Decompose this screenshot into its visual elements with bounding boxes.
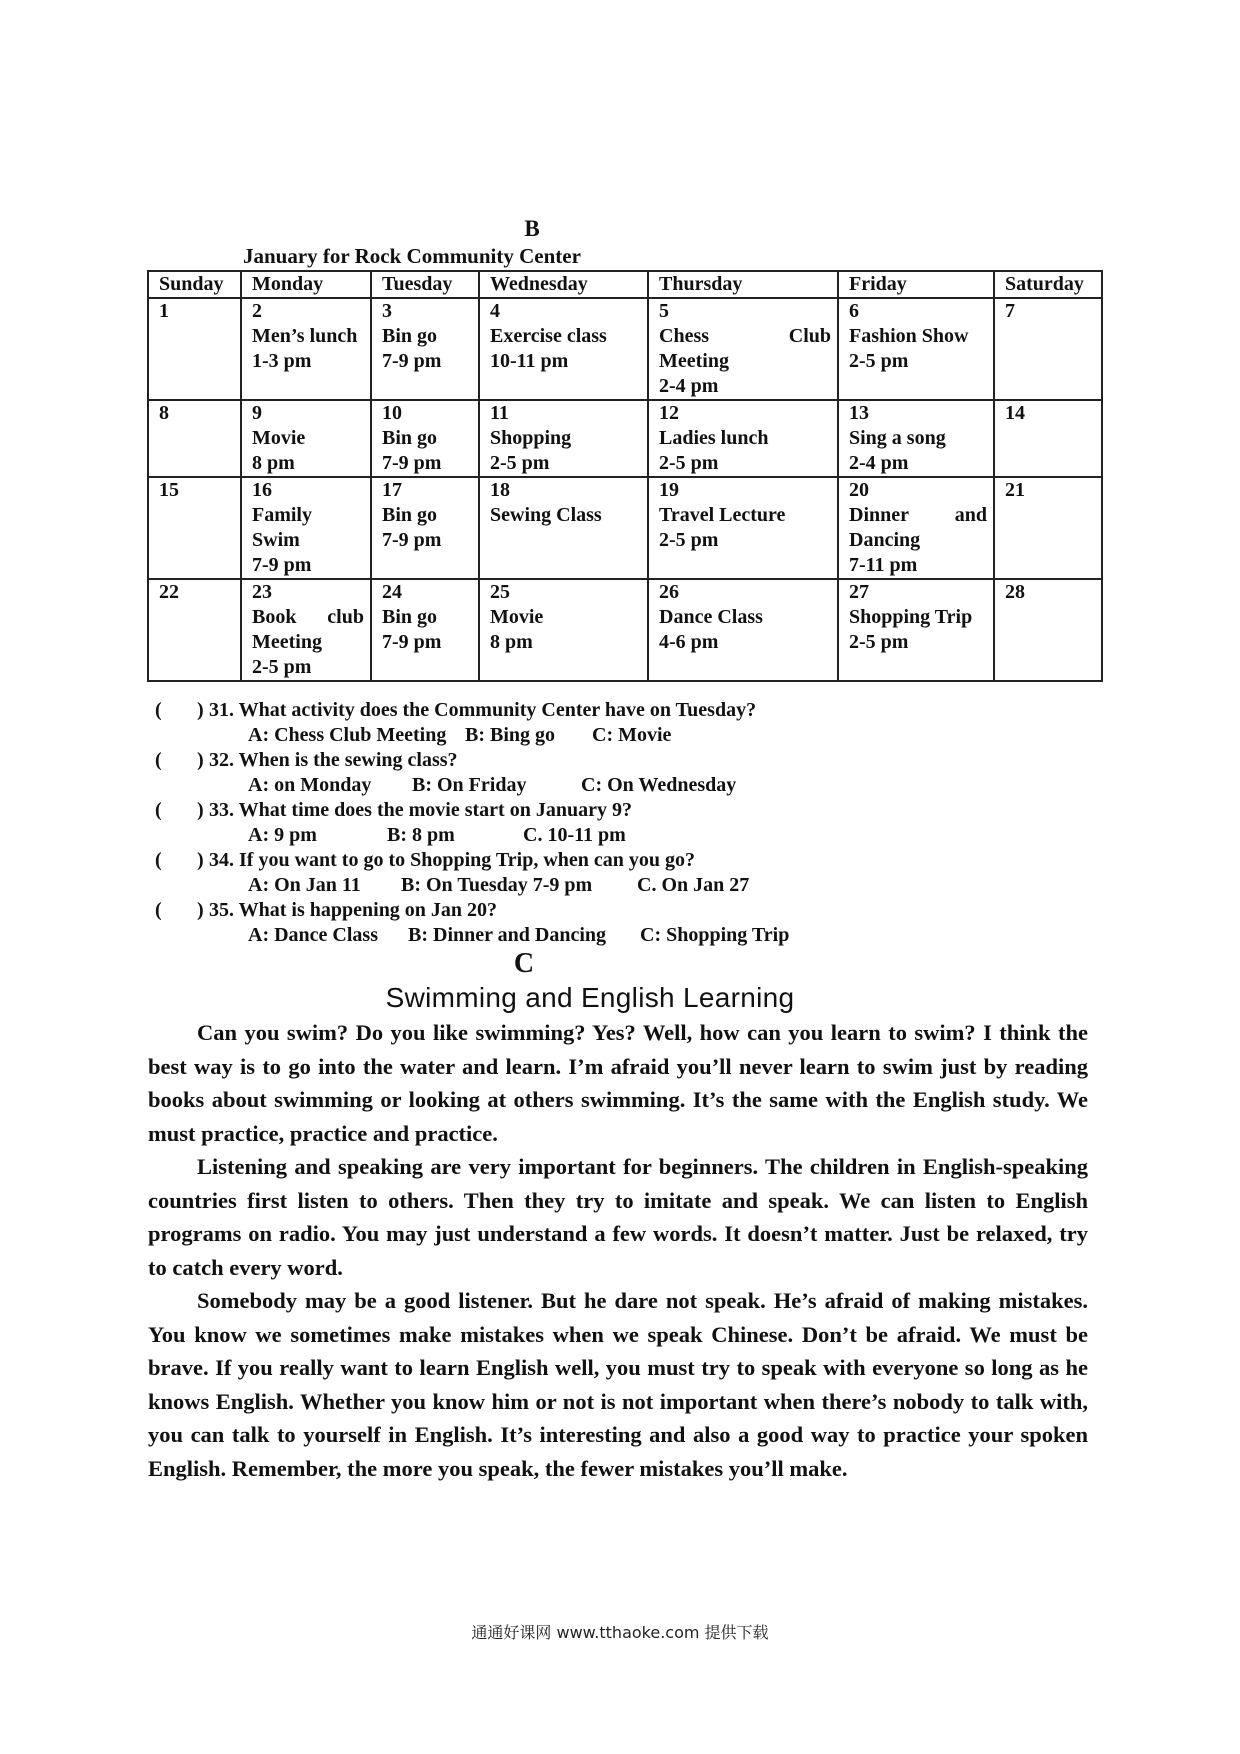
calendar-table: [147, 270, 1103, 682]
calendar-header-row: [148, 271, 1102, 298]
day-number: 21: [1005, 479, 1025, 501]
calendar-week-row: [148, 579, 1102, 681]
calendar-day-cell: [371, 400, 479, 477]
day-number: 5: [659, 300, 669, 322]
page-footer: 通通好课网 www.tthaoke.com 提供下载: [471, 1623, 769, 1642]
header-friday: Friday: [838, 271, 994, 298]
calendar-day-cell: [994, 400, 1102, 477]
day-time: 2-5 pm: [252, 656, 312, 678]
calendar-day-cell: [838, 477, 994, 579]
day-event: Dinner and Dancing: [849, 504, 987, 551]
passage-paragraph: Somebody may be a good listener. But he dare not speak. He’s afraid of making mistakes. You know we sometimes make mistakes when we speak Chinese. Don’t be afraid. We must be brave. If you really want to learn English well, you must try to speak with everyone so long as he knows English. Whether you know him or not is not important when there’s nobody to talk with, you can talk to yourself in English. It’s interesting and also a good way to practice your spoken English. Remember, the more you speak, the fewer mistakes you’ll make.: [148, 1288, 1088, 1481]
answer-paren-close: ): [197, 899, 204, 921]
day-number: 18: [490, 479, 510, 501]
day-time: 8 pm: [252, 452, 295, 474]
day-event: Fashion Show: [849, 325, 969, 347]
passage-body: [148, 1016, 1088, 1485]
questions-section: [155, 698, 790, 948]
calendar-day-cell: [648, 477, 838, 579]
option-a: A: Dance Class: [248, 924, 378, 946]
calendar-day-cell: [148, 579, 241, 681]
day-event: Sing a song: [849, 427, 946, 449]
calendar-day-cell: [241, 579, 371, 681]
question-item: [155, 848, 756, 873]
passage-paragraph: Can you swim? Do you like swimming? Yes? Well, how can you learn to swim? I think the best way is to go into the water and learn. I’m afraid you’ll never learn to swim just by reading books about swimming or looking at others swimming. It’s the same with the English study. We must practice, practice and practice.: [148, 1020, 1088, 1146]
option-b: B: Dinner and Dancing: [408, 924, 607, 946]
answer-paren-open: (: [155, 699, 162, 721]
calendar-day-cell: [479, 579, 648, 681]
day-time: 7-9 pm: [382, 452, 442, 474]
day-time: 7-9 pm: [382, 350, 442, 372]
day-number: 17: [382, 479, 402, 501]
option-a: A: On Jan 11: [248, 874, 361, 896]
calendar-day-cell: [371, 298, 479, 400]
option-c: C. 10-11 pm: [523, 824, 626, 846]
calendar-day-cell: [371, 477, 479, 579]
day-number: 14: [1005, 402, 1025, 424]
day-time: 7-9 pm: [382, 529, 442, 551]
day-number: 13: [849, 402, 869, 424]
option-b: B: 8 pm: [387, 824, 455, 846]
answer-paren-close: ): [197, 749, 204, 771]
calendar-day-cell: [241, 400, 371, 477]
question-options: [155, 723, 756, 748]
day-time: 7-9 pm: [252, 554, 312, 576]
option-c: C: Movie: [592, 724, 672, 746]
header-tuesday: Tuesday: [371, 271, 479, 298]
day-number: 10: [382, 402, 402, 424]
day-number: 27: [849, 581, 869, 603]
day-time: 2-5 pm: [659, 529, 719, 551]
day-number: 11: [490, 402, 509, 424]
option-b: B: On Friday: [412, 774, 527, 796]
answer-paren-open: (: [155, 849, 162, 871]
passage-title: Swimming and English Learning: [385, 982, 795, 1013]
day-event: Bin go: [382, 427, 438, 449]
day-time: 2-5 pm: [849, 350, 909, 372]
calendar-day-cell: [479, 400, 648, 477]
option-a: A: on Monday: [248, 774, 372, 796]
day-number: 9: [252, 402, 262, 424]
day-event: Shopping Trip: [849, 606, 973, 628]
calendar-week-row: [148, 400, 1102, 477]
day-time: 2-5 pm: [490, 452, 550, 474]
day-number: 1: [159, 300, 169, 322]
answer-paren-close: ): [197, 849, 204, 871]
day-event: Travel Lecture: [659, 504, 786, 526]
header-saturday: Saturday: [994, 271, 1102, 298]
day-number: 6: [849, 300, 859, 322]
calendar-day-cell: [148, 298, 241, 400]
question-item: [155, 898, 756, 923]
day-event: Bin go: [382, 504, 438, 526]
day-number: 4: [490, 300, 500, 322]
calendar-day-cell: [241, 477, 371, 579]
day-number: 3: [382, 300, 392, 322]
day-number: 24: [382, 581, 402, 603]
day-event: Sewing Class: [490, 504, 602, 526]
day-event: Men’s lunch: [252, 325, 358, 347]
answer-paren-close: ): [197, 699, 204, 721]
question-item: [155, 748, 756, 773]
calendar-week-row: [148, 477, 1102, 579]
question-text: 35. What is happening on Jan 20?: [209, 899, 498, 921]
day-event: Bin go: [382, 325, 438, 347]
day-number: 28: [1005, 581, 1025, 603]
header-thursday: Thursday: [648, 271, 838, 298]
calendar-day-cell: [148, 477, 241, 579]
day-event: Family Swim: [252, 504, 312, 551]
option-a: A: 9 pm: [248, 824, 317, 846]
calendar-day-cell: [648, 298, 838, 400]
question-item: [155, 698, 756, 723]
day-time: 4-6 pm: [659, 631, 719, 653]
calendar-day-cell: [479, 477, 648, 579]
day-time: 2-5 pm: [659, 452, 719, 474]
calendar-day-cell: [648, 579, 838, 681]
day-event: Movie: [490, 606, 544, 628]
question-options: [155, 873, 756, 898]
day-event: Movie: [252, 427, 306, 449]
answer-paren-open: (: [155, 749, 162, 771]
day-number: 16: [252, 479, 272, 501]
calendar-day-cell: [148, 400, 241, 477]
calendar-day-cell: [371, 579, 479, 681]
day-time: 10-11 pm: [490, 350, 569, 372]
day-time: 7-11 pm: [849, 554, 918, 576]
calendar-day-cell: [241, 298, 371, 400]
day-number: 19: [659, 479, 679, 501]
option-c: C: Shopping Trip: [640, 924, 790, 946]
option-c: C: On Wednesday: [581, 774, 737, 796]
calendar-day-cell: [838, 400, 994, 477]
option-b: B: Bing go: [465, 724, 556, 746]
calendar-day-cell: [838, 298, 994, 400]
day-time: 8 pm: [490, 631, 533, 653]
header-monday: Monday: [241, 271, 371, 298]
option-c: C. On Jan 27: [637, 874, 750, 896]
day-number: 12: [659, 402, 679, 424]
day-number: 26: [659, 581, 679, 603]
day-time: 2-4 pm: [659, 375, 719, 397]
calendar-title: January for Rock Community Center: [243, 244, 581, 268]
day-number: 25: [490, 581, 510, 603]
section-c-heading: C: [513, 948, 535, 979]
day-time: 2-5 pm: [849, 631, 909, 653]
calendar-day-cell: [994, 579, 1102, 681]
option-b: B: On Tuesday 7-9 pm: [401, 874, 593, 896]
question-options: [155, 923, 790, 948]
calendar-day-cell: [994, 298, 1102, 400]
day-time: 1-3 pm: [252, 350, 312, 372]
day-number: 2: [252, 300, 262, 322]
calendar-week-row: [148, 298, 1102, 400]
calendar-day-cell: [838, 579, 994, 681]
question-options: [155, 773, 756, 798]
day-event: Book club Meeting: [252, 606, 364, 653]
day-number: 20: [849, 479, 869, 501]
calendar-day-cell: [994, 477, 1102, 579]
section-b-heading: B: [524, 216, 540, 241]
day-event: Exercise class: [490, 325, 607, 347]
question-text: 33. What time does the movie start on January 9?: [209, 799, 632, 821]
day-number: 7: [1005, 300, 1015, 322]
header-sunday: Sunday: [148, 271, 241, 298]
question-item: [155, 798, 756, 823]
question-text: 31. What activity does the Community Center have on Tuesday?: [209, 699, 757, 721]
day-event: Dance Class: [659, 606, 763, 628]
option-a: A: Chess Club Meeting: [248, 724, 447, 746]
day-number: 8: [159, 402, 169, 424]
day-number: 15: [159, 479, 179, 501]
answer-paren-open: (: [155, 799, 162, 821]
day-event: Ladies lunch: [659, 427, 769, 449]
day-time: 2-4 pm: [849, 452, 909, 474]
answer-paren-open: (: [155, 899, 162, 921]
day-number: 23: [252, 581, 272, 603]
header-wednesday: Wednesday: [479, 271, 648, 298]
day-event: Chess Club Meeting: [659, 325, 831, 372]
calendar-day-cell: [479, 298, 648, 400]
question-text: 32. When is the sewing class?: [209, 749, 458, 771]
day-event: Bin go: [382, 606, 438, 628]
question-options: [155, 823, 756, 848]
answer-paren-close: ): [197, 799, 204, 821]
passage-paragraph: Listening and speaking are very important for beginners. The children in English-speaking countries first listen to others. Then they try to imitate and speak. We can listen to English programs on radio. You may just understand a few words. It doesn’t matter. Just be relaxed, try to catch every word.: [148, 1154, 1088, 1280]
day-event: Shopping: [490, 427, 572, 449]
day-number: 22: [159, 581, 179, 603]
calendar-day-cell: [648, 400, 838, 477]
day-time: 7-9 pm: [382, 631, 442, 653]
question-text: 34. If you want to go to Shopping Trip, when can you go?: [209, 849, 696, 871]
